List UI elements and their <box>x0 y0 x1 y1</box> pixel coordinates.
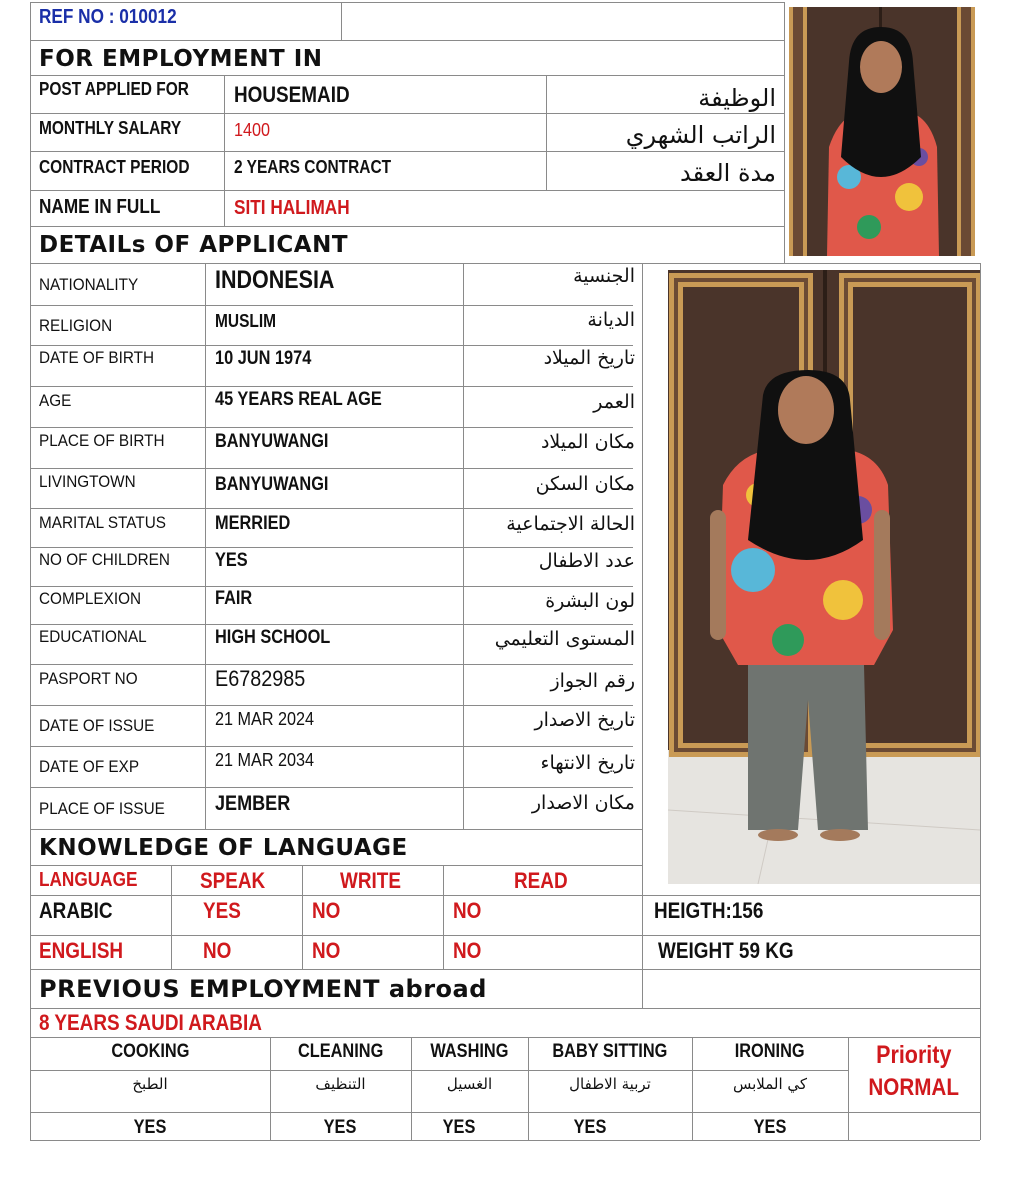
weight-value: WEIGHT 59 KG <box>658 938 794 963</box>
pob-label-ar: مكان الميلاد <box>540 431 635 453</box>
skill-ironing-value: YES <box>753 1117 787 1138</box>
contract-value: 2 YEARS CONTRACT <box>234 157 392 177</box>
skill-ironing-label: IRONING <box>735 1041 805 1062</box>
age-value: 45 YEARS REAL AGE <box>215 389 382 410</box>
skill-washing-label: WASHING <box>430 1041 509 1062</box>
exp-date-label: DATE OF EXP <box>39 757 140 776</box>
skill-baby-ar: تربية الاطفال <box>569 1075 651 1093</box>
language-row-write: NO <box>312 938 341 963</box>
marital-value: MERRIED <box>215 513 291 534</box>
complexion-label: COMPLEXION <box>39 589 142 608</box>
pob-value: BANYUWANGI <box>215 431 329 452</box>
skill-cooking-value: YES <box>133 1117 167 1138</box>
issue-date-value: 21 MAR 2024 <box>215 709 315 729</box>
education-value: HIGH SCHOOL <box>215 627 331 648</box>
religion-value: MUSLIM <box>215 311 277 331</box>
language-row-read: NO <box>453 938 482 963</box>
language-row-language: ARABIC <box>39 898 113 923</box>
write-header: WRITE <box>340 868 401 893</box>
skill-washing-ar: الغسيل <box>446 1075 493 1093</box>
skill-ironing-ar: كي الملابس <box>732 1075 808 1093</box>
nationality-value: INDONESIA <box>215 266 335 294</box>
skill-cooking-label: COOKING <box>110 1041 190 1062</box>
education-label: EDUCATIONAL <box>39 627 147 646</box>
skill-cleaning-ar: التنظيف <box>315 1075 366 1093</box>
passport-label-ar: رقم الجواز <box>550 670 635 692</box>
previous-value: 8 YEARS SAUDI ARABIA <box>39 1010 262 1035</box>
priority-label: Priority <box>876 1041 952 1069</box>
passport-label: PASPORT NO <box>39 669 138 688</box>
passport-value: E6782985 <box>215 666 306 691</box>
age-label: AGE <box>39 391 72 410</box>
language-row-language: ENGLISH <box>39 938 124 963</box>
post-label-ar: الوظيفة <box>698 84 776 112</box>
language-row-speak: YES <box>203 898 241 923</box>
dob-label-ar: تاريخ الميلاد <box>543 347 635 369</box>
applicant-portrait-photo <box>789 7 975 256</box>
livingtown-value: BANYUWANGI <box>215 474 329 495</box>
language-header: LANGUAGE <box>39 869 138 891</box>
skill-washing-value: YES <box>442 1117 476 1138</box>
priority-value: NORMAL <box>868 1074 960 1101</box>
nationality-label: NATIONALITY <box>39 275 139 294</box>
salary-label: MONTHLY SALARY <box>39 118 182 138</box>
complexion-value: FAIR <box>215 588 253 609</box>
language-row-read: NO <box>453 898 482 923</box>
salary-value: 1400 <box>234 120 271 140</box>
skill-baby-value: YES <box>573 1117 607 1138</box>
age-label-ar: العمر <box>593 391 635 413</box>
skill-cleaning-label: CLEANING <box>297 1041 384 1062</box>
name-label: NAME IN FULL <box>39 196 161 218</box>
religion-label-ar: الديانة <box>587 309 635 331</box>
language-row-speak: NO <box>203 938 232 963</box>
height-value: HEIGTH:156 <box>654 898 764 923</box>
children-label: NO OF CHILDREN <box>39 550 170 569</box>
issue-place-value: JEMBER <box>215 792 291 815</box>
issue-place-label: PLACE OF ISSUE <box>39 799 165 818</box>
contract-label-ar: مدة العقد <box>680 159 776 187</box>
name-value: SITI HALIMAH <box>234 197 350 219</box>
skill-cleaning-value: YES <box>324 1117 357 1138</box>
post-value: HOUSEMAID <box>234 82 350 107</box>
children-label-ar: عدد الاطفال <box>538 550 635 572</box>
dob-label: DATE OF BIRTH <box>39 348 155 367</box>
previous-heading: PREVIOUS EMPLOYMENT abroad <box>39 975 487 1003</box>
issue-date-label: DATE OF ISSUE <box>39 716 155 735</box>
employment-heading: FOR EMPLOYMENT IN <box>39 46 323 72</box>
language-heading: KNOWLEDGE OF LANGUAGE <box>39 835 408 861</box>
religion-label: RELIGION <box>39 316 113 335</box>
details-heading: DETAILs OF APPLICANT <box>39 232 349 258</box>
marital-label-ar: الحالة الاجتماعية <box>506 513 635 535</box>
pob-label: PLACE OF BIRTH <box>39 431 165 450</box>
applicant-full-body-photo <box>668 270 980 884</box>
exp-date-label-ar: تاريخ الانتهاء <box>540 752 635 774</box>
contract-label: CONTRACT PERIOD <box>39 157 190 177</box>
education-label-ar: المستوى التعليمي <box>494 628 635 650</box>
speak-header: SPEAK <box>200 868 266 893</box>
read-header: READ <box>514 868 568 893</box>
marital-label: MARITAL STATUS <box>39 513 166 532</box>
skill-baby-label: BABY SITTING <box>552 1041 668 1062</box>
exp-date-value: 21 MAR 2034 <box>215 750 315 770</box>
issue-date-label-ar: تاريخ الاصدار <box>534 709 635 731</box>
language-row-write: NO <box>312 898 341 923</box>
complexion-label-ar: لون البشرة <box>545 590 635 612</box>
livingtown-label-ar: مكان السكن <box>535 473 635 495</box>
issue-place-label-ar: مكان الاصدار <box>531 792 635 814</box>
salary-label-ar: الراتب الشهري <box>625 121 776 149</box>
ref-number: REF NO : 010012 <box>39 6 177 28</box>
children-value: YES <box>215 550 248 571</box>
nationality-label-ar: الجنسية <box>573 265 635 287</box>
post-label: POST APPLIED FOR <box>39 79 189 99</box>
skill-cooking-ar: الطبخ <box>132 1075 168 1093</box>
livingtown-label: LIVINGTOWN <box>39 472 136 491</box>
dob-value: 10 JUN 1974 <box>215 348 312 369</box>
